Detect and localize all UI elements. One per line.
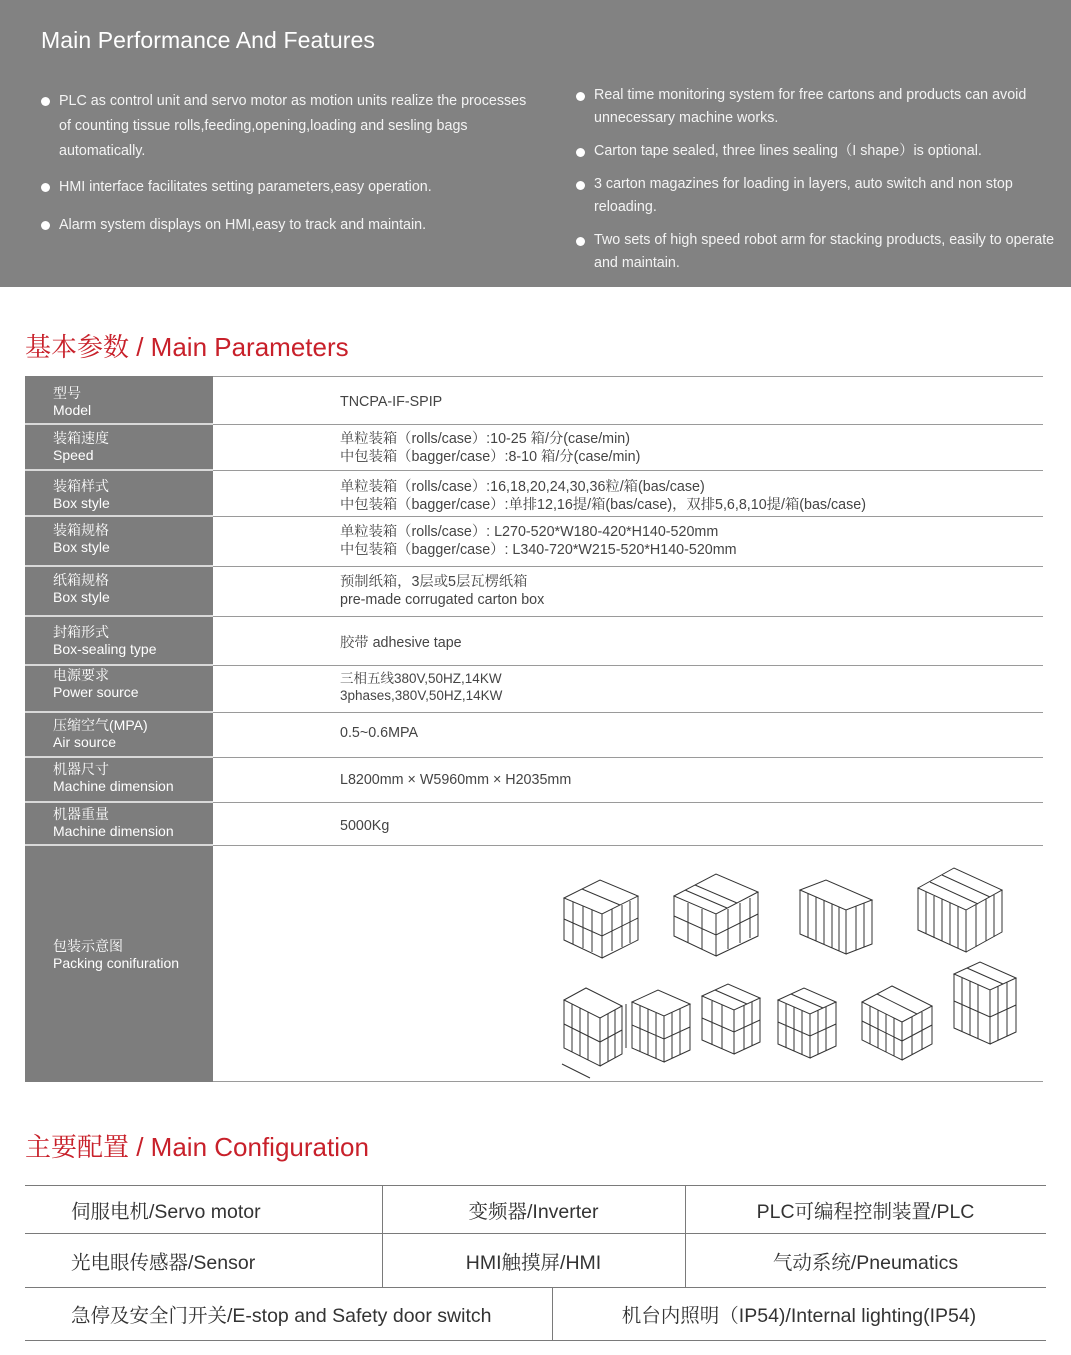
features-title: Main Performance And Features <box>41 27 376 53</box>
bullet-icon <box>576 237 585 246</box>
param-label: 包装示意图 Packing conifuration <box>53 938 180 971</box>
table-row <box>25 845 1043 1082</box>
param-label: 机器尺寸 Machine dimension <box>53 761 174 794</box>
packing-configuration-illustration <box>560 860 1040 1080</box>
table-row <box>25 712 1043 757</box>
carton-diagram <box>674 874 758 956</box>
param-value: 胶带 adhesive tape <box>340 635 462 651</box>
config-item: 急停及安全门开关/E-stop and Safety door switch <box>71 1305 492 1327</box>
param-value: 5000Kg <box>340 818 390 834</box>
configuration-title: 主要配置 / Main Configuration <box>25 1132 369 1162</box>
table-row <box>25 376 1043 424</box>
config-item: 光电眼传感器/Sensor <box>71 1251 256 1274</box>
feature-item: 3 carton magazines for loading in layers, auto switch and non stop reloading. <box>575 173 1060 219</box>
config-item: 伺服电机/Servo motor <box>71 1200 261 1223</box>
param-value: 0.5~0.6MPA <box>340 725 419 741</box>
table-row <box>25 566 1043 616</box>
table-row <box>25 516 1043 566</box>
carton-diagram <box>800 880 872 954</box>
feature-item: Carton tape sealed, three lines sealing（I shape）is optional. <box>575 140 1060 163</box>
carton-diagram <box>862 986 932 1060</box>
config-item: 变频器/Inverter <box>468 1200 599 1223</box>
param-label: 电源要求 Power source <box>53 667 139 700</box>
table-row <box>25 424 1043 470</box>
table-row <box>25 1287 1046 1340</box>
bullet-icon <box>576 92 585 101</box>
config-item: PLC可编程控制装置/PLC <box>756 1200 975 1223</box>
table-row <box>25 665 1043 712</box>
param-value: L8200mm × W5960mm × H2035mm <box>340 772 572 788</box>
bullet-icon <box>576 181 585 190</box>
param-value: 单粒装箱（rolls/case）: L270-520*W180-420*H140-520mm 中包装箱（bagger/case）: L340-720*W215-520*H140-520mm <box>340 524 737 558</box>
table-row <box>25 1233 1046 1287</box>
param-label: 型号 Model <box>53 385 92 418</box>
param-label: 纸箱规格 Box style <box>53 572 110 605</box>
bullet-icon <box>576 148 585 157</box>
config-item: 机台内照明（IP54)/Internal lighting(IP54) <box>621 1305 977 1327</box>
table-row <box>25 757 1043 802</box>
features-panel <box>0 0 1071 287</box>
param-value: 三相五线380V,50HZ,14KW 3phases,380V,50HZ,14KW <box>340 671 503 703</box>
parameters-title: 基本参数 / Main Parameters <box>25 332 349 362</box>
param-label: 装箱规格 Box style <box>53 522 110 555</box>
param-label: 装箱样式 Box style <box>53 478 110 511</box>
param-label: 封箱形式 Box-sealing type <box>53 624 157 657</box>
param-label: 机器重量 Machine dimension <box>53 806 174 839</box>
param-value: TNCPA-IF-SPIP <box>340 394 443 410</box>
carton-diagram <box>778 988 836 1058</box>
param-value: 单粒装箱（rolls/case）:16,18,20,24,30,36粒/箱(bas/case) 中包装箱（bagger/case）:单排12,16提/箱(bas/case)，双排5,6,8,10提/箱(bas/case) <box>340 479 866 513</box>
feature-item: PLC as control unit and servo motor as motion units realize the processes of counting tissue rolls,feeding,opening,loading and sesling bags automatically. <box>40 89 540 164</box>
carton-diagram <box>632 990 690 1062</box>
features-list-right <box>575 84 1060 285</box>
feature-item: Real time monitoring system for free cartons and products can avoid unnecessary machine works. <box>575 84 1060 130</box>
bullet-icon <box>41 183 50 192</box>
feature-item: Two sets of high speed robot arm for stacking products, easily to operate and maintain. <box>575 229 1060 275</box>
config-item: HMI触摸屏/HMI <box>465 1251 602 1274</box>
feature-item: Alarm system displays on HMI,easy to track and maintain. <box>40 213 540 238</box>
bullet-icon <box>41 221 50 230</box>
feature-item: HMI interface facilitates setting parameters,easy operation. <box>40 175 540 200</box>
features-list-left <box>40 89 540 238</box>
carton-diagram <box>562 988 626 1078</box>
param-value: 预制纸箱，3层或5层瓦楞纸箱 pre-made corrugated carton box <box>340 574 545 608</box>
param-label: 装箱速度 Speed <box>53 430 109 463</box>
table-row <box>25 802 1043 845</box>
bullet-icon <box>41 97 50 106</box>
param-value: 单粒装箱（rolls/case）:10-25 箱/分(case/min) 中包装箱（bagger/case）:8-10 箱/分(case/min) <box>340 431 641 465</box>
carton-diagram <box>954 962 1016 1044</box>
table-row <box>25 470 1043 516</box>
table-row <box>25 1185 1046 1233</box>
table-row <box>25 616 1043 665</box>
carton-diagram <box>564 880 638 958</box>
config-item: 气动系统/Pneumatics <box>772 1251 959 1274</box>
carton-diagram <box>918 868 1002 952</box>
param-label: 压缩空气(MPA) Air source <box>53 717 148 750</box>
carton-diagram <box>702 984 760 1054</box>
